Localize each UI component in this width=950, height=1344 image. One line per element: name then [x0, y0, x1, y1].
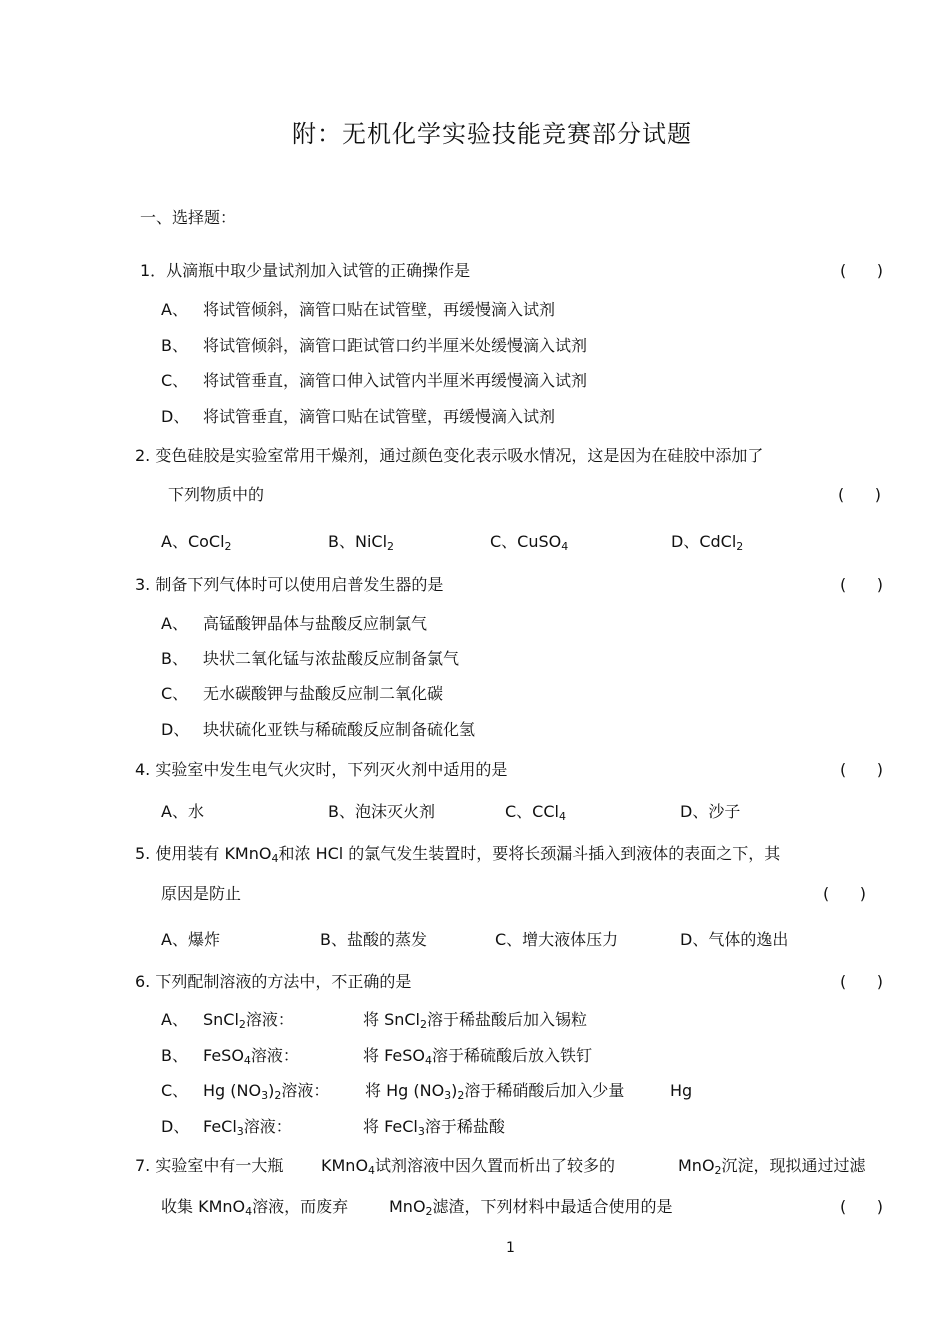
option-label: C、: [161, 371, 189, 390]
option-d: D、气体的逸出: [680, 930, 789, 949]
option-label: D、: [161, 720, 190, 739]
option-label: C、: [161, 684, 189, 703]
option-text: 高锰酸钾晶体与盐酸反应制氯气: [203, 614, 428, 633]
option: [161, 371, 587, 391]
section-heading: 一、选择题：: [140, 208, 237, 227]
option-text: 将试管垂直，滴管口伸入试管内半厘米再缓慢滴入试剂: [203, 371, 588, 390]
page-number: 1: [506, 1240, 515, 1256]
option-b: B、盐酸的蒸发: [320, 930, 427, 949]
answer-blank: ( ): [840, 261, 883, 280]
option-text: 将试管倾斜，滴管口距试管口约半厘米处缓慢滴入试剂: [203, 336, 588, 355]
page-title: 附：无机化学实验技能竞赛部分试题: [292, 120, 692, 148]
option-c: C、CuSO$_4$: [490, 532, 569, 553]
question-2-stem: 2. 变色硅胶是实验室常用干燥剂，通过颜色变化表示吸水情况，这是因为在硅胶中添加了: [135, 446, 764, 465]
answer-blank: ( ): [840, 575, 883, 594]
option-d: D、CdCl$_2$: [671, 532, 744, 553]
option-text: 块状硫化亚铁与稀硫酸反应制备硫化氢: [203, 720, 476, 739]
option-b: B、泡沫灭火剂: [328, 802, 435, 821]
option-label: B、: [161, 336, 188, 355]
option: [161, 684, 443, 704]
question-7-stem-d: 收集 KMnO$_4$溶液，而废弃: [161, 1197, 349, 1218]
option-c: C、增大液体压力: [495, 930, 619, 949]
question-4-stem: 4. 实验室中发生电气火灾时，下列灭火剂中适用的是: [135, 760, 508, 779]
question-2-stem-cont: 下列物质中的: [168, 485, 265, 504]
option-text: 将试管垂直，滴管口贴在试管壁，再缓慢滴入试剂: [203, 407, 556, 426]
answer-blank: ( ): [840, 972, 883, 991]
option-label: A、: [161, 300, 188, 319]
option-text: 无水碳酸钾与盐酸反应制二氧化碳: [203, 684, 444, 703]
option: [161, 720, 475, 740]
option-d: D、 FeCl$_3$溶液：: [161, 1117, 292, 1138]
option-c: C、CCl$_4$: [505, 802, 566, 823]
option: [161, 300, 555, 320]
question-7-stem-e: MnO$_2$滤渣，下列材料中最适合使用的是: [389, 1197, 673, 1218]
option-label: D、: [161, 407, 190, 426]
option-text: 将试管倾斜，滴管口贴在试管壁，再缓慢滴入试剂: [203, 300, 556, 319]
option-c-method-hg: Hg: [670, 1081, 693, 1100]
question-6-stem: 6. 下列配制溶液的方法中，不正确的是: [135, 972, 412, 991]
option-label: A、: [161, 614, 188, 633]
answer-blank: ( ): [840, 1197, 883, 1216]
option-d: D、沙子: [680, 802, 741, 821]
question-7-stem-c: MnO$_2$沉淀，现拟通过过滤: [678, 1156, 866, 1177]
answer-blank: ( ): [838, 485, 881, 504]
question-7-stem-a: 7. 实验室中有一大瓶: [135, 1156, 284, 1175]
option-b-method: 将 FeSO$_4$溶于稀硫酸后放入铁钉: [363, 1046, 593, 1067]
option: [161, 649, 459, 669]
question-3-stem: 3. 制备下列气体时可以使用启普发生器的是: [135, 575, 444, 594]
option-b: B、 FeSO$_4$溶液：: [161, 1046, 299, 1067]
option: [161, 336, 587, 356]
question-5-stem-cont: 原因是防止: [161, 884, 242, 903]
option-a: A、爆炸: [161, 930, 220, 949]
option: [161, 407, 555, 427]
option-c-method: 将 Hg $(NO_3)_2$溶于稀硝酸后加入少量: [365, 1081, 625, 1102]
option-label: B、: [161, 649, 188, 668]
option: [161, 614, 427, 634]
question-1-stem: 1．从滴瓶中取少量试剂加入试管的正确操作是: [140, 261, 471, 280]
option-a: A、水: [161, 802, 204, 821]
option-d-method: 将 FeCl$_3$溶于稀盐酸: [363, 1117, 505, 1138]
option-c: C、 Hg $(NO_3)_2$溶液：: [161, 1081, 330, 1102]
answer-blank: ( ): [823, 884, 866, 903]
option-a: A、 SnCl$_2$溶液：: [161, 1010, 294, 1031]
option-b: B、NiCl$_2$: [328, 532, 395, 553]
question-7-stem-b: KMnO$_4$试剂溶液中因久置而析出了较多的: [321, 1156, 616, 1177]
option-text: 块状二氧化锰与浓盐酸反应制备氯气: [203, 649, 460, 668]
question-5-stem: 5. 使用装有 KMnO$_4$和浓 HCl 的氯气发生装置时，要将长颈漏斗插入到液体的表面之下，其: [135, 844, 781, 865]
answer-blank: ( ): [840, 760, 883, 779]
option-a: A、CoCl$_2$: [161, 532, 232, 553]
option-a-method: 将 SnCl$_2$溶于稀盐酸后加入锡粒: [363, 1010, 588, 1031]
